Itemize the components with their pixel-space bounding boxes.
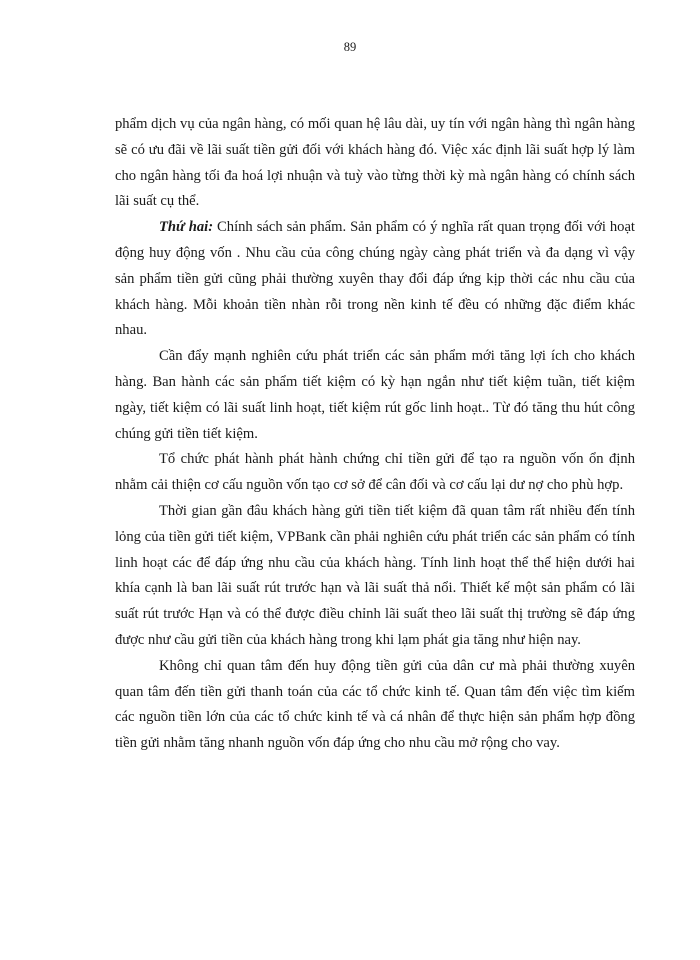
paragraph-text: Tổ chức phát hành phát hành chứng chỉ tiền gửi để tạo ra nguồn vốn ổn định nhằm cải thiện cơ cấu nguồn vốn tạo cơ sở để cân đối và cơ cấu lại dư nợ cho phù hợp. xyxy=(115,451,635,494)
paragraph-lead: Thứ hai: xyxy=(159,219,214,236)
paragraph xyxy=(115,654,635,757)
paragraph-text: Thời gian gần đâu khách hàng gửi tiền tiết kiệm đã quan tâm rất nhiều đến tính lỏng của tiền gửi tiết kiệm, VPBank cần phải nghiên cứu phát triển các sản phẩm có tính linh hoạt các để đáp ứng nhu cầu của khách hàng. Tính linh hoạt thể thể hiện dưới hai khía cạnh là ban lãi suất rút trước hạn và lãi suất thả nổi. Thiết kế một sản phẩm có lãi suất rút trước Hạn và có thể được điều chỉnh lãi suất theo lãi suất thị trường sẽ đáp ứng được như cầu gửi tiền của khách hàng trong khi lạm phát gia tăng như hiện nay. xyxy=(115,502,635,648)
paragraph xyxy=(115,447,635,499)
paragraph xyxy=(115,215,635,344)
paragraph-text: phẩm dịch vụ của ngân hàng, có mối quan hệ lâu dài, uy tín với ngân hàng thì ngân hàng sẽ có ưu đãi về lãi suất tiền gửi đối với khách hàng đó. Việc xác định lãi suất hợp lý làm cho ngân hàng tối đa hoá lợi nhuận và tuỳ vào từng thời kỳ mà ngân hàng có chính sách lãi suất cụ thể. xyxy=(115,116,635,210)
body-text xyxy=(115,112,635,757)
paragraph xyxy=(115,112,635,215)
paragraph xyxy=(115,499,635,654)
paragraph-text: Không chỉ quan tâm đến huy động tiền gửi của dân cư mà phải thường xuyên quan tâm đến tiền gửi thanh toán của các tổ chức kinh tế. Quan tâm đến việc tìm kiếm các nguồn tiền lớn của các tổ chức kinh tế và cá nhân để thực hiện sản phẩm hợp đồng tiền gửi nhằm tăng nhanh nguồn vốn đáp ứng cho nhu cầu mở rộng cho vay. xyxy=(115,657,635,752)
paragraph-text: Chính sách sản phẩm. Sản phẩm có ý nghĩa rất quan trọng đối với hoạt động huy động vốn . Nhu cầu của công chúng ngày càng phát triển và đa dạng vì vậy sản phẩm tiền gửi cũng phải thường xuyên thay đổi đáp ứng kịp thời các nhu cầu của khách hàng. Mỗi khoản tiền nhàn rỗi trong nền kinh tế đều có những đặc điểm khác nhau. xyxy=(115,219,635,339)
page-number: 89 xyxy=(343,40,357,54)
paragraph xyxy=(115,344,635,447)
paragraph-text: Cần đẩy mạnh nghiên cứu phát triển các sản phẩm mới tăng lợi ích cho khách hàng. Ban hành các sản phẩm tiết kiệm có kỳ hạn ngắn như tiết kiệm tuần, tiết kiệm ngày, tiết kiệm có lãi suất linh hoạt, tiết kiệm rút gốc linh hoạt.. Từ đó tăng thu hút công chúng gửi tiền tiết kiệm. xyxy=(115,348,635,442)
